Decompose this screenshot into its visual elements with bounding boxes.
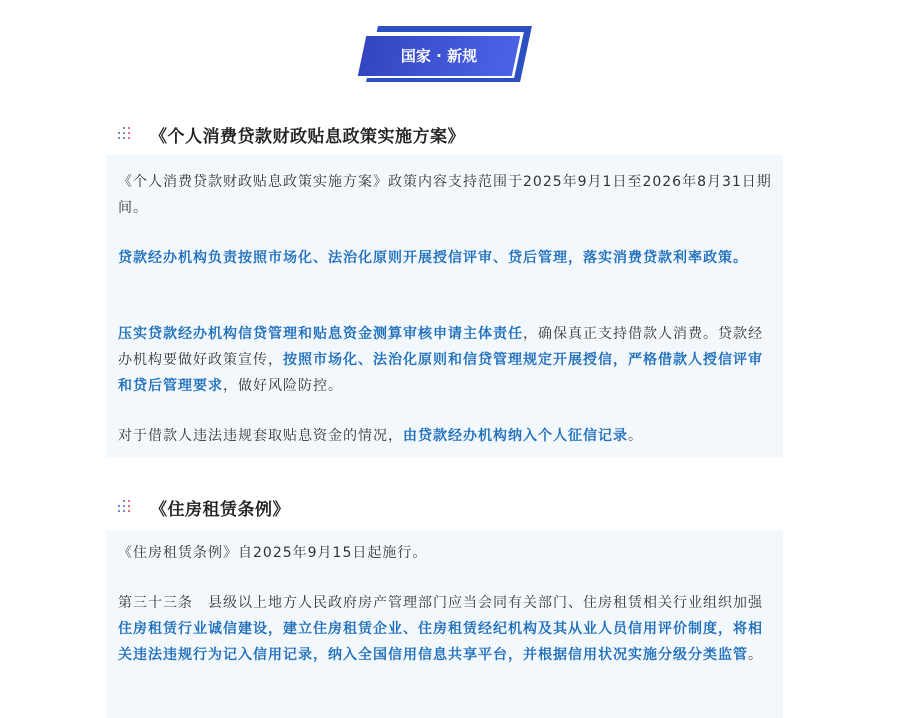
paragraph: 《个人消费贷款财政贴息政策实施方案》政策内容支持范围于2025年9月1日至2026年8月31日期间。	[118, 174, 772, 216]
section-title-2: 《住房租赁条例》	[150, 500, 290, 520]
paragraph: 《住房租赁条例》自2025年9月15日起施行。	[118, 545, 428, 561]
paragraph: 压实贷款经办机构信贷管理和贴息资金测算审核申请主体责任，确保真正支持借款人消费。贷款经办机构要做好政策宣传，按照市场化、法治化原则和信贷管理规定开展授信，严格借款人授信评审和贷后管理要求，做好风险防控。	[118, 326, 763, 394]
section-heading-1	[118, 122, 465, 147]
content-box-2	[106, 530, 783, 718]
dots-grid-icon	[118, 500, 134, 516]
section-title-1: 《个人消费贷款财政贴息政策实施方案》	[150, 127, 465, 147]
paragraph: 第三十三条 县级以上地方人民政府房产管理部门应当会同有关部门、住房租赁相关行业组织加强住房租赁行业诚信建设，建立住房租赁企业、住房租赁经纪机构及其从业人员信用评价制度，将相关违法违规行为记入信用记录，纳入全国信用信息共享平台，并根据信用状况实施分级分类监管。	[118, 595, 763, 663]
banner-label: 国家 · 新规	[400, 47, 478, 65]
content-box-1	[106, 155, 783, 457]
section-heading-2	[118, 495, 290, 520]
section-banner	[358, 26, 532, 84]
dots-grid-icon	[118, 127, 134, 143]
paragraph-highlight: 贷款经办机构负责按照市场化、法治化原则开展授信评审、贷后管理，落实消费贷款利率政策。	[118, 250, 748, 266]
paragraph: 对于借款人违法违规套取贴息资金的情况，由贷款经办机构纳入个人征信记录。	[118, 428, 643, 444]
